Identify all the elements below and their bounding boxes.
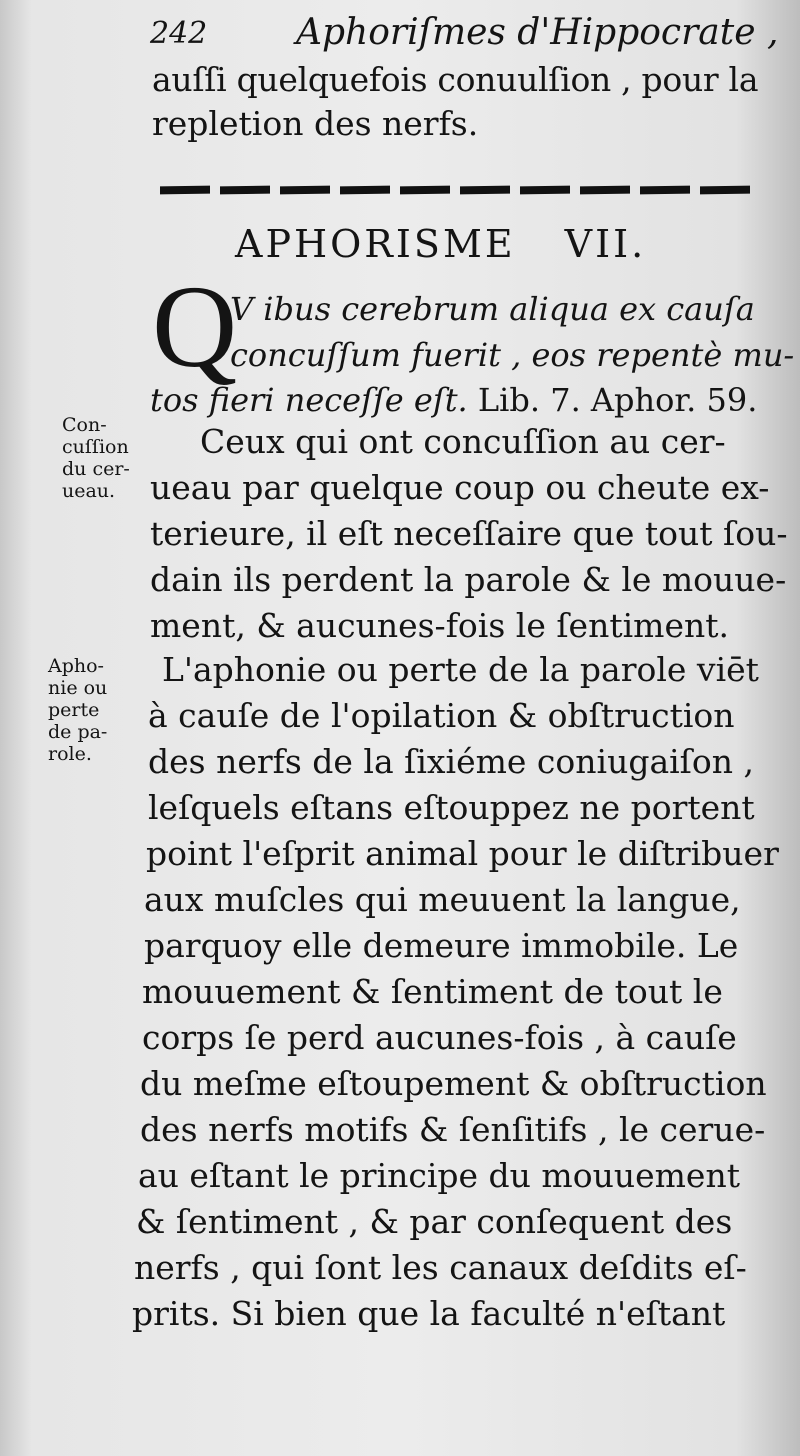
body-text-line: dain ils perdent la parole & le mouue- [150, 560, 787, 599]
bleed-through-text [560, 130, 569, 163]
body-text-line: & ſentiment , & par conſequent des [136, 1202, 733, 1241]
body-text-line: parquoy elle demeure immobile. Le [144, 926, 739, 965]
section-divider-rule [160, 186, 750, 198]
margin-note-line: Con- [62, 414, 107, 436]
latin-text-line: concuſſum fuerit , eos repentè mu- [230, 336, 795, 374]
body-text-line: ment, & aucunes-fois le ſentiment. [150, 606, 729, 645]
drop-cap: Q [152, 261, 238, 392]
body-text-line: mouuement & ſentiment de tout le [142, 972, 723, 1011]
latin-text-line [150, 378, 757, 422]
body-text-line: aux muſcles qui meuuent la langue, [144, 880, 741, 919]
body-text-line: Ceux qui ont concuſſion au cer- [200, 422, 726, 461]
continued-text-line: repletion des nerfs. [152, 104, 479, 143]
body-text-line: prits. Si bien que la faculté n'eſtant [132, 1294, 726, 1333]
body-text-line: des nerfs de la ſixiéme coniugaiſon , [148, 742, 754, 781]
margin-note-line: perte [48, 699, 100, 721]
body-text-line: point l'eſprit animal pour le diſtribuer [146, 834, 779, 873]
margin-note-line: cuſſion [62, 436, 129, 458]
aphorism-reference: Lib. 7. Aphor. 59. [477, 381, 758, 419]
margin-note-line: du cer- [62, 458, 130, 480]
margin-note-line: role. [48, 743, 92, 765]
margin-note-concussion [62, 414, 130, 502]
body-text-line: des nerfs motifs & ſenſitifs , le cerue- [140, 1110, 766, 1149]
body-text-line: leſquels eſtans eſtouppez ne portent [148, 788, 755, 827]
body-text-line: nerfs , qui ſont les canaux deſdits eſ- [134, 1248, 747, 1287]
page-number: 242 [150, 16, 208, 51]
latin-text-line: V ibus cerebrum aliqua ex cauſa [230, 290, 755, 328]
margin-note-line: Apho- [48, 655, 104, 677]
body-text-line: L'aphonie ou perte de la parole viēt [162, 650, 759, 689]
body-text-line: terieure, il eſt neceſſaire que tout ſou- [150, 514, 788, 553]
body-text-line: du meſme eſtoupement & obſtruction [140, 1064, 767, 1103]
body-text-line: corps ſe perd aucunes-fois , à cauſe [142, 1018, 737, 1057]
margin-note-aphonia [48, 655, 107, 765]
margin-note-line: nie ou [48, 677, 108, 699]
body-text-line: au eſtant le principe du mouuement [138, 1156, 740, 1195]
latin-text-end: tos fieri neceſſe eſt. [150, 381, 468, 419]
continued-text-line: auſſi quelquefois conuulſion , pour la [152, 60, 759, 99]
page-header [150, 12, 779, 62]
body-text-line: ueau par quelque coup ou cheute ex- [150, 468, 770, 507]
margin-note-line: de pa- [48, 721, 108, 743]
running-title: Aphoriſmes d'Hippocrate , [296, 12, 779, 53]
body-text-line: à cauſe de l'opilation & obſtruction [148, 696, 735, 735]
margin-note-line: ueau. [62, 480, 116, 502]
aphorism-heading: APHORISME VII. [235, 222, 647, 266]
